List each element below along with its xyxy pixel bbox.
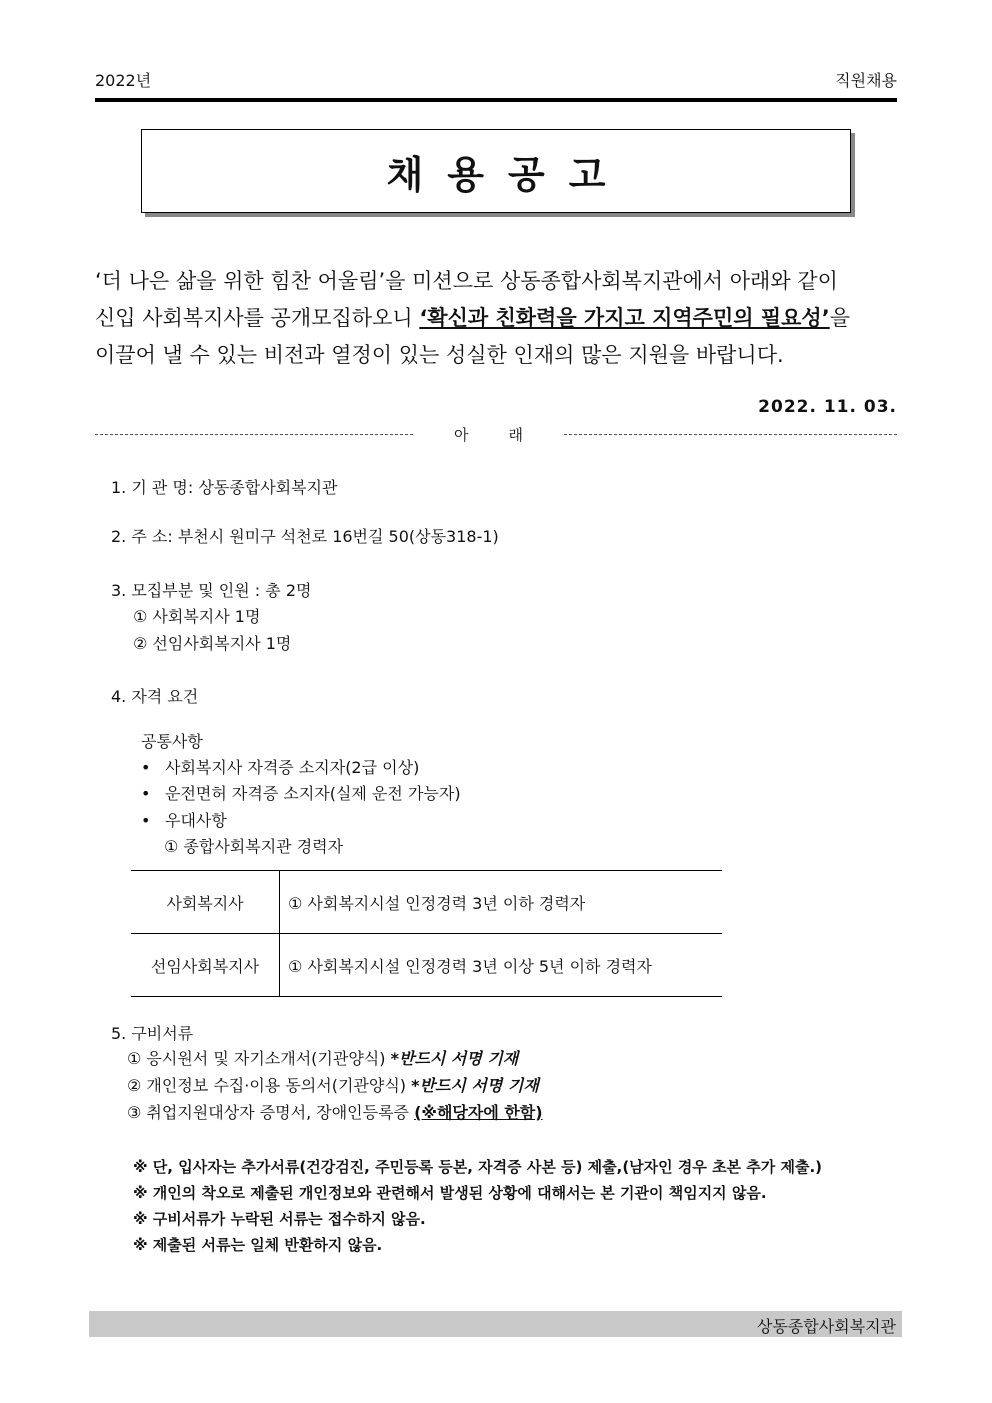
title-box [141, 129, 851, 213]
doc-item-1-note: *반드시 서명 기재 [390, 1049, 519, 1068]
common-item-3 [141, 808, 227, 834]
page-title: 채용공고 [386, 152, 630, 197]
header-rule [95, 98, 897, 102]
table-cell-desc: ① 사회복지시설 인정경력 3년 이상 5년 이하 경력자 [280, 934, 723, 997]
doc-item-3-note: (※해당자에 한함) [414, 1103, 543, 1122]
bullet-icon: • [141, 784, 151, 803]
common-item-2-text: 운전면허 자격증 소지자(실제 운전 가능자) [165, 784, 461, 803]
note-1: ※ 단, 입사자는 추가서류(건강검진, 주민등록 등본, 자격증 사본 등) 제출,(남자인 경우 초본 추가 제출.) [133, 1158, 823, 1176]
intro-line-3: 이끌어 낼 수 있는 비전과 열정이 있는 성실한 인재의 많은 지원을 바랍니다. [95, 343, 784, 367]
item-qual-title: 4. 자격 요건 [111, 687, 199, 706]
item-recruit-1: ① 사회복지사 1명 [133, 607, 261, 626]
doc-item-2-text: ② 개인정보 수집·이용 동의서(기관양식) [127, 1076, 412, 1095]
doc-item-3 [127, 1100, 543, 1126]
note-3: ※ 구비서류가 누락된 서류는 접수하지 않음. [133, 1210, 426, 1228]
header-category: 직원채용 [835, 71, 897, 90]
table-row [131, 934, 722, 997]
separator-label: 아래 [454, 426, 563, 444]
table-cell-desc: ① 사회복지시설 인정경력 3년 이하 경력자 [280, 871, 723, 934]
common-title: 공통사항 [141, 732, 203, 751]
table-cell-role: 선임사회복지사 [131, 934, 280, 997]
item-recruit-2: ② 선임사회복지사 1명 [133, 634, 292, 653]
notes-block [133, 1154, 822, 1258]
common-item-1-text: 사회복지사 자격증 소지자(2급 이상) [165, 758, 420, 777]
table-cell-role: 사회복지사 [131, 871, 280, 934]
doc-item-1-text: ① 응시원서 및 자기소개서(기관양식) [127, 1049, 391, 1068]
separator-left [95, 434, 413, 435]
doc-item-3-text: ③ 취업지원대상자 증명서, 장애인등록증 [127, 1103, 415, 1122]
note-2: ※ 개인의 착오로 제출된 개인정보와 관련해서 발생된 상황에 대해서는 본 기관이 책임지지 않음. [133, 1184, 767, 1202]
doc-item-1 [127, 1046, 518, 1072]
common-item-1 [141, 755, 419, 781]
intro-line-2-end: 을 [829, 306, 850, 330]
table-row [131, 871, 722, 934]
item-docs-title: 5. 구비서류 [111, 1024, 194, 1043]
item-address: 2. 주 소: 부천시 원미구 석천로 16번길 50(상동318-1) [111, 527, 499, 546]
separator-right [564, 434, 897, 435]
common-item-2 [141, 781, 461, 807]
qualification-table [131, 870, 722, 997]
intro-line-2-start: 신입 사회복지사를 공개모집하오니 [95, 306, 420, 330]
intro-paragraph [95, 263, 897, 374]
item-org: 1. 기 관 명: 상동종합사회복지관 [111, 478, 338, 497]
notice-date: 2022. 11. 03. [758, 397, 897, 417]
footer-org-name: 상동종합사회복지관 [756, 1317, 896, 1336]
item-recruit-title: 3. 모집부분 및 인원 : 총 2명 [111, 581, 312, 600]
header-year: 2022년 [95, 71, 152, 90]
doc-item-2-note: *반드시 서명 기재 [411, 1076, 539, 1095]
common-item-3-text: 우대사항 [165, 811, 227, 830]
bullet-icon: • [141, 811, 151, 830]
intro-line-2 [95, 300, 897, 337]
note-4: ※ 제출된 서류는 일체 반환하지 않음. [133, 1236, 383, 1254]
bullet-icon: • [141, 758, 151, 777]
intro-line-1: ‘더 나은 삶을 위한 힘찬 어울림’을 미션으로 상동종합사회복지관에서 아래와 같이 [95, 269, 838, 293]
pref-item-1: ① 종합사회복지관 경력자 [164, 837, 344, 856]
intro-emphasis: ‘확신과 친화력을 가지고 지역주민의 필요성’ [419, 306, 830, 330]
doc-item-2 [127, 1073, 539, 1099]
